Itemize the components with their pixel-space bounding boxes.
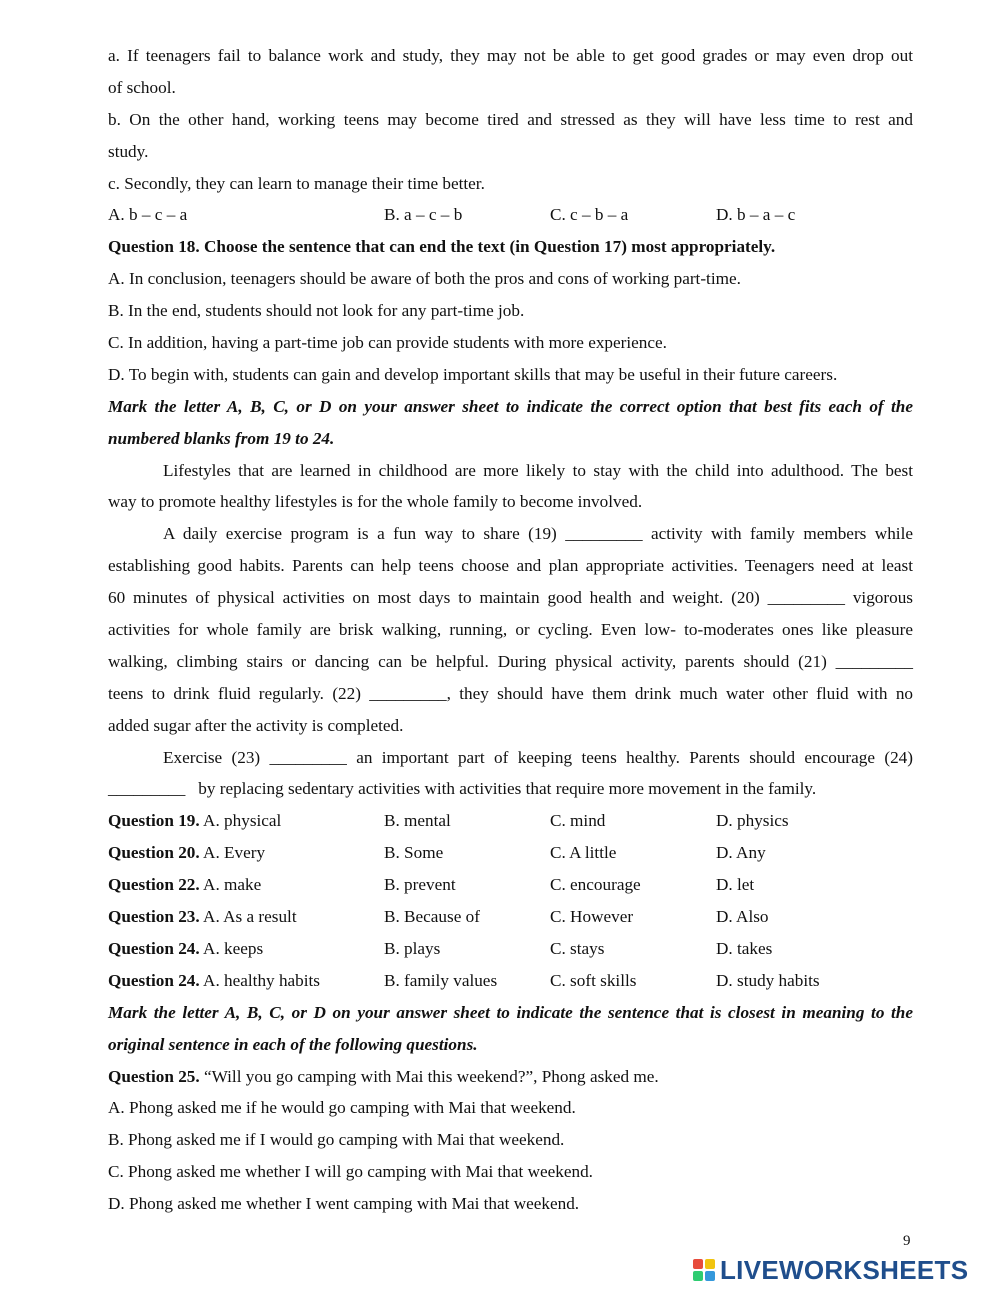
option-d[interactable]: D. let [716,875,755,895]
liveworksheets-logo [693,1256,968,1284]
q25-stem-line [108,1061,913,1093]
option-a[interactable]: A. As a result [203,907,297,927]
option-a[interactable]: A. Every [203,843,266,863]
cloze-question-row [108,805,913,837]
option-b[interactable]: B. plays [384,938,441,958]
passage-line: Exercise (23) _________ an important part of keeping teens healthy. Parents should encourage (24) [163,747,913,767]
q18-stem: Question 18. Choose the sentence that can end the text (in Question 17) most appropriately. [108,237,776,257]
option-a[interactable]: A. healthy habits [203,970,320,990]
q18-option-a[interactable]: A. In conclusion, teenagers should be aware of both the pros and cons of working part-time. [108,269,741,289]
logo-square [705,1259,715,1269]
option-d[interactable]: D. physics [716,811,789,831]
worksheet-page [108,40,913,1220]
cloze-question-row [108,901,913,933]
option-c[interactable]: C. stays [550,938,605,958]
logo-square [705,1271,715,1281]
option-d[interactable]: D. takes [716,938,773,958]
option-c[interactable]: C. A little [550,843,617,863]
option-d[interactable]: D. Any [716,843,766,863]
cloze-instruction-cont: numbered blanks from 19 to 24. [108,428,335,448]
option-b[interactable]: B. mental [384,811,451,831]
page-number: 9 [903,1233,911,1249]
option-d[interactable]: D. Also [716,907,769,927]
passage-line: way to promote healthy lifestyles is for the whole family to become involved. [108,492,643,512]
question-label: Question 19. [108,811,200,831]
question-label: Question 20. [108,843,200,863]
passage-line: added sugar after the activity is completed. [108,715,404,735]
cloze-question-row [108,933,913,965]
q17-options [108,199,913,231]
passage-line: walking, climbing stairs or dancing can be helpful. During physical activity, parents should (21) _________ [108,651,913,671]
option-c[interactable]: C. encourage [550,875,641,895]
question-label: Question 23. [108,907,200,927]
logo-grid-icon [693,1259,715,1281]
q17-item-a-cont: of school. [108,77,176,97]
passage-line: 60 minutes of physical activities on most days to maintain good health and weight. (20) _________ vigorous [108,588,913,608]
meaning-instruction: Mark the letter A, B, C, or D on your answer sheet to indicate the sentence that is closest in meaning to the [108,1002,913,1022]
q17-item-c: c. Secondly, they can learn to manage their time better. [108,173,485,193]
option-b[interactable]: B. family values [384,970,498,990]
q25-option-d[interactable]: D. Phong asked me whether I went camping with Mai that weekend. [108,1194,580,1214]
cloze-instruction: Mark the letter A, B, C, or D on your answer sheet to indicate the correct option that best fits each of the [108,396,913,416]
option-c[interactable]: C. mind [550,811,606,831]
q25-option-c[interactable]: C. Phong asked me whether I will go camping with Mai that weekend. [108,1162,593,1182]
logo-square [693,1259,703,1269]
logo-text: LIVEWORKSHEETS [720,1254,969,1285]
q18-option-b[interactable]: B. In the end, students should not look for any part-time job. [108,301,525,321]
passage-line: establishing good habits. Parents can help teens choose and plan appropriate activities. Teenagers need at least [108,556,913,576]
cloze-question-row [108,837,913,869]
q17-option-b[interactable]: B. a – c – b [384,205,463,225]
q17-item-a: a. If teenagers fail to balance work and study, they may not be able to get good grades or may even drop out [108,46,913,65]
q25-stem: “Will you go camping with Mai this weekend?”, Phong asked me. [203,1066,659,1086]
question-label: Question 24. [108,938,200,958]
option-a[interactable]: A. keeps [203,938,264,958]
option-c[interactable]: C. soft skills [550,970,637,990]
q25-option-a[interactable]: A. Phong asked me if he would go camping with Mai that weekend. [108,1098,576,1118]
q17-option-c[interactable]: C. c – b – a [550,205,629,225]
q17-item-b: b. On the other hand, working teens may become tired and stressed as they will have less time to rest and [108,109,913,129]
passage-line: A daily exercise program is a fun way to share (19) _________ activity with family members while [163,524,913,544]
q18-option-d[interactable]: D. To begin with, students can gain and develop important skills that may be useful in their future careers. [108,364,838,384]
option-b[interactable]: B. Because of [384,907,480,927]
q25-label: Question 25. [108,1066,200,1086]
q18-option-c[interactable]: C. In addition, having a part-time job can provide students with more experience. [108,333,667,353]
question-label: Question 24. [108,970,200,990]
q17-option-a[interactable]: A. b – c – a [108,205,188,225]
passage-line: teens to drink fluid regularly. (22) _________, they should have them drink much water other fluid with no [108,683,913,703]
meaning-instruction-cont: original sentence in each of the following questions. [108,1034,478,1054]
passage-line: Lifestyles that are learned in childhood are more likely to stay with the child into adulthood. The best [163,460,913,480]
option-a[interactable]: A. make [203,875,262,895]
option-d[interactable]: D. study habits [716,970,820,990]
option-b[interactable]: B. Some [384,843,444,863]
logo-square [693,1271,703,1281]
q17-item-b-cont: study. [108,141,149,161]
cloze-question-row [108,869,913,901]
question-label: Question 22. [108,875,200,895]
passage-line: activities for whole family are brisk walking, running, or cycling. Even low- to-moderates ones like pleasure [108,620,913,640]
option-c[interactable]: C. However [550,907,634,927]
option-b[interactable]: B. prevent [384,875,456,895]
q25-option-b[interactable]: B. Phong asked me if I would go camping with Mai that weekend. [108,1130,565,1150]
passage-line: _________ by replacing sedentary activities with activities that require more movement in the family. [108,779,817,799]
q17-option-d[interactable]: D. b – a – c [716,205,796,225]
option-a[interactable]: A. physical [203,811,282,831]
cloze-question-row [108,965,913,997]
